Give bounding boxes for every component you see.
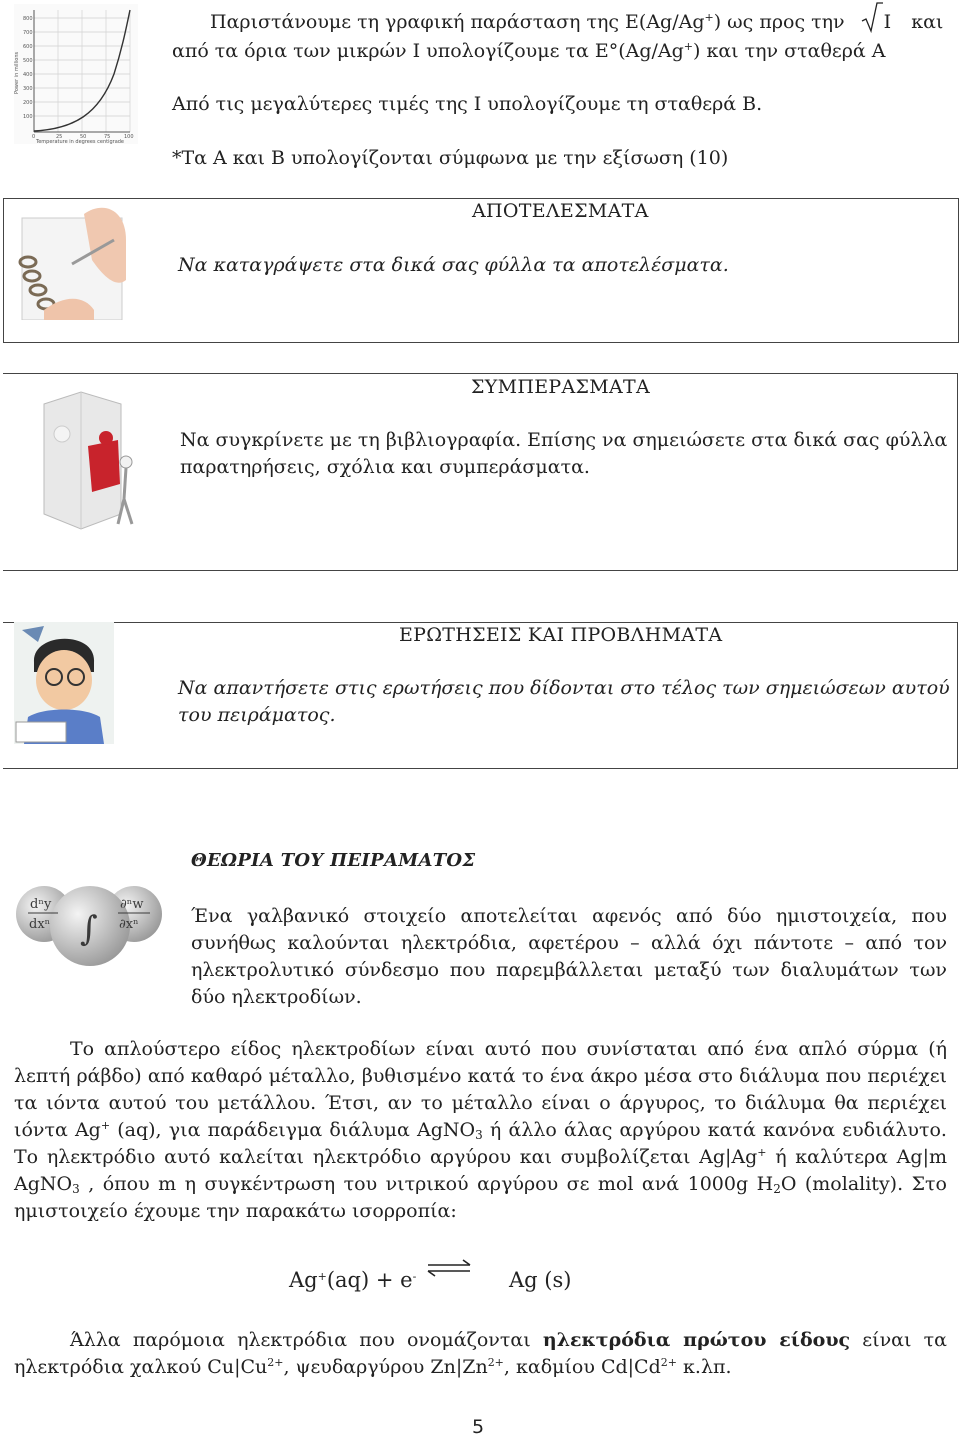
first-kind-electrodes-paragraph: Άλλα παρόμοια ηλεκτρόδια που ονομάζονται ηλεκτρόδια πρώτου είδους είναι τα ηλεκτρόδια χαλκού $Cu|Cu^{2+}$, ψευδαργύρου $Zn|Zn^{2+}$, καδμίου $Cd|Cd^{2+}$ κ.λπ. — [14, 1329, 947, 1378]
exponential-graph-thumbnail — [14, 4, 138, 144]
svg-text:100: 100 — [23, 114, 33, 120]
conclusions-text: Να συγκρίνετε με τη βιβλιογραφία. Επίσης να σημειώσετε στα δικά σας φύλλα παρατηρήσεις, σχόλια και συμπεράσματα. — [180, 429, 948, 478]
svg-text:∂ⁿw: ∂ⁿw — [120, 897, 144, 912]
svg-text:25: 25 — [56, 134, 63, 140]
puzzle-figure-icon — [26, 384, 144, 534]
theory-text: Ένα γαλβανικό στοιχείο αποτελείται αφενός από δύο ημιστοιχεία, που συνήθως καλούνται ηλεκτρόδια, αφετέρου – αλλά όχι πάντοτε – από τον ηλεκτρολυτικό σύνδεσμο που παρεμβάλλεται μεταξύ των διαλυμάτων των δύο ηλεκτροδίων. — [191, 905, 947, 1008]
svg-text:Temperature in degrees centigr: Temperature in degrees centigrade — [36, 139, 125, 144]
svg-text:800: 800 — [23, 16, 33, 22]
svg-text:500: 500 — [23, 58, 33, 64]
svg-text:Power in millions: Power in millions — [14, 51, 20, 94]
svg-text:75: 75 — [104, 134, 111, 140]
questions-text: Να απαντήσετε στις ερωτήσεις που δίδονται στο τέλος των σημειώσεων αυτού του πειράματος. — [178, 677, 950, 726]
page-number: 5 — [472, 1416, 485, 1438]
svg-text:200: 200 — [23, 100, 33, 106]
svg-text:100: 100 — [124, 134, 134, 140]
svg-text:600: 600 — [23, 44, 33, 50]
equilibrium-arrows-icon — [426, 1258, 472, 1278]
svg-text:700: 700 — [23, 30, 33, 36]
intro-line-4: *Τα Α και Β υπολογίζονται σύμφωνα με την εξίσωση (10) — [172, 147, 729, 169]
svg-text:300: 300 — [23, 86, 33, 92]
theory-title: ΘΕΩΡΙΑ ΤΟΥ ΠΕΙΡΑΜΑΤΟΣ — [191, 850, 476, 871]
intro-line-2: από τα όρια των μικρών Ι υπολογίζουμε τα Ε°(Ag/Ag+) και την σταθερά Α — [172, 40, 886, 62]
intro-line-3: Από τις μεγαλύτερες τιμές της Ι υπολογίζουμε τη σταθερά Β. — [172, 93, 763, 115]
intro-line-1: Παριστάνουμε τη γραφική παράσταση της Ε(Ag/Ag+) ως προς την I και — [210, 9, 943, 36]
results-title: ΑΠΟΤΕΛΕΣΜΑΤΑ — [472, 200, 649, 222]
svg-text:0: 0 — [32, 134, 36, 140]
square-root-symbol: I — [861, 9, 892, 36]
equilibrium-equation — [289, 1266, 416, 1294]
svg-text:dⁿy: dⁿy — [30, 897, 52, 912]
svg-text:dxⁿ: dxⁿ — [29, 917, 51, 932]
thinking-student-icon — [14, 622, 114, 744]
equation-right-side: Ag (s) — [509, 1268, 572, 1292]
svg-text:400: 400 — [23, 72, 33, 78]
equation-left-side: Ag+(aq) + e- — [289, 1268, 417, 1292]
conclusions-title: ΣΥΜΠΕΡΑΣΜΑΤΑ — [471, 376, 650, 398]
electrode-paragraph: Το απλούστερο είδος ηλεκτροδίων είναι αυτό που συνίσταται από ένα απλό σύρμα (ή λεπτή ράβδο) από καθαρό μέταλλο, βυθισμένο κατά το ένα άκρο μέσα στο διάλυμα που περιέχει τα ιόντα αυτού του μετάλλου. Έτσι, αν το μέταλλο είναι ο άργυρος, το διάλυμα θα περιέχει ιόντα Ag+ (aq), για παράδειγμα διάλυμα AgNO$_3$ ή άλλο άλας αργύρου κατά κανόνα ευδιάλυτο. Το ηλεκτρόδιο αυτό καλείται ηλεκτρόδιο αργύρου και συμβολίζεται Ag|Ag+ ή καλύτερα Ag|m AgNO$_3$ , όπου m η συγκέντρωση του νιτρικού αργύρου σε mol ανά 1000g $H_2O$ (molality). Στο ημιστοιχείο έχουμε την παρακάτω ισορροπία: — [14, 1038, 947, 1222]
writing-hand-icon — [14, 200, 128, 320]
svg-text:∂xⁿ: ∂xⁿ — [119, 917, 139, 932]
questions-title: ΕΡΩΤΗΣΕΙΣ ΚΑΙ ΠΡΟΒΛΗΜΑΤΑ — [399, 624, 723, 646]
calculus-spheres-icon — [16, 878, 164, 970]
results-text: Να καταγράψετε στα δικά σας φύλλα τα αποτελέσματα. — [178, 254, 729, 276]
svg-text:50: 50 — [80, 134, 87, 140]
svg-text:∫: ∫ — [80, 909, 98, 949]
